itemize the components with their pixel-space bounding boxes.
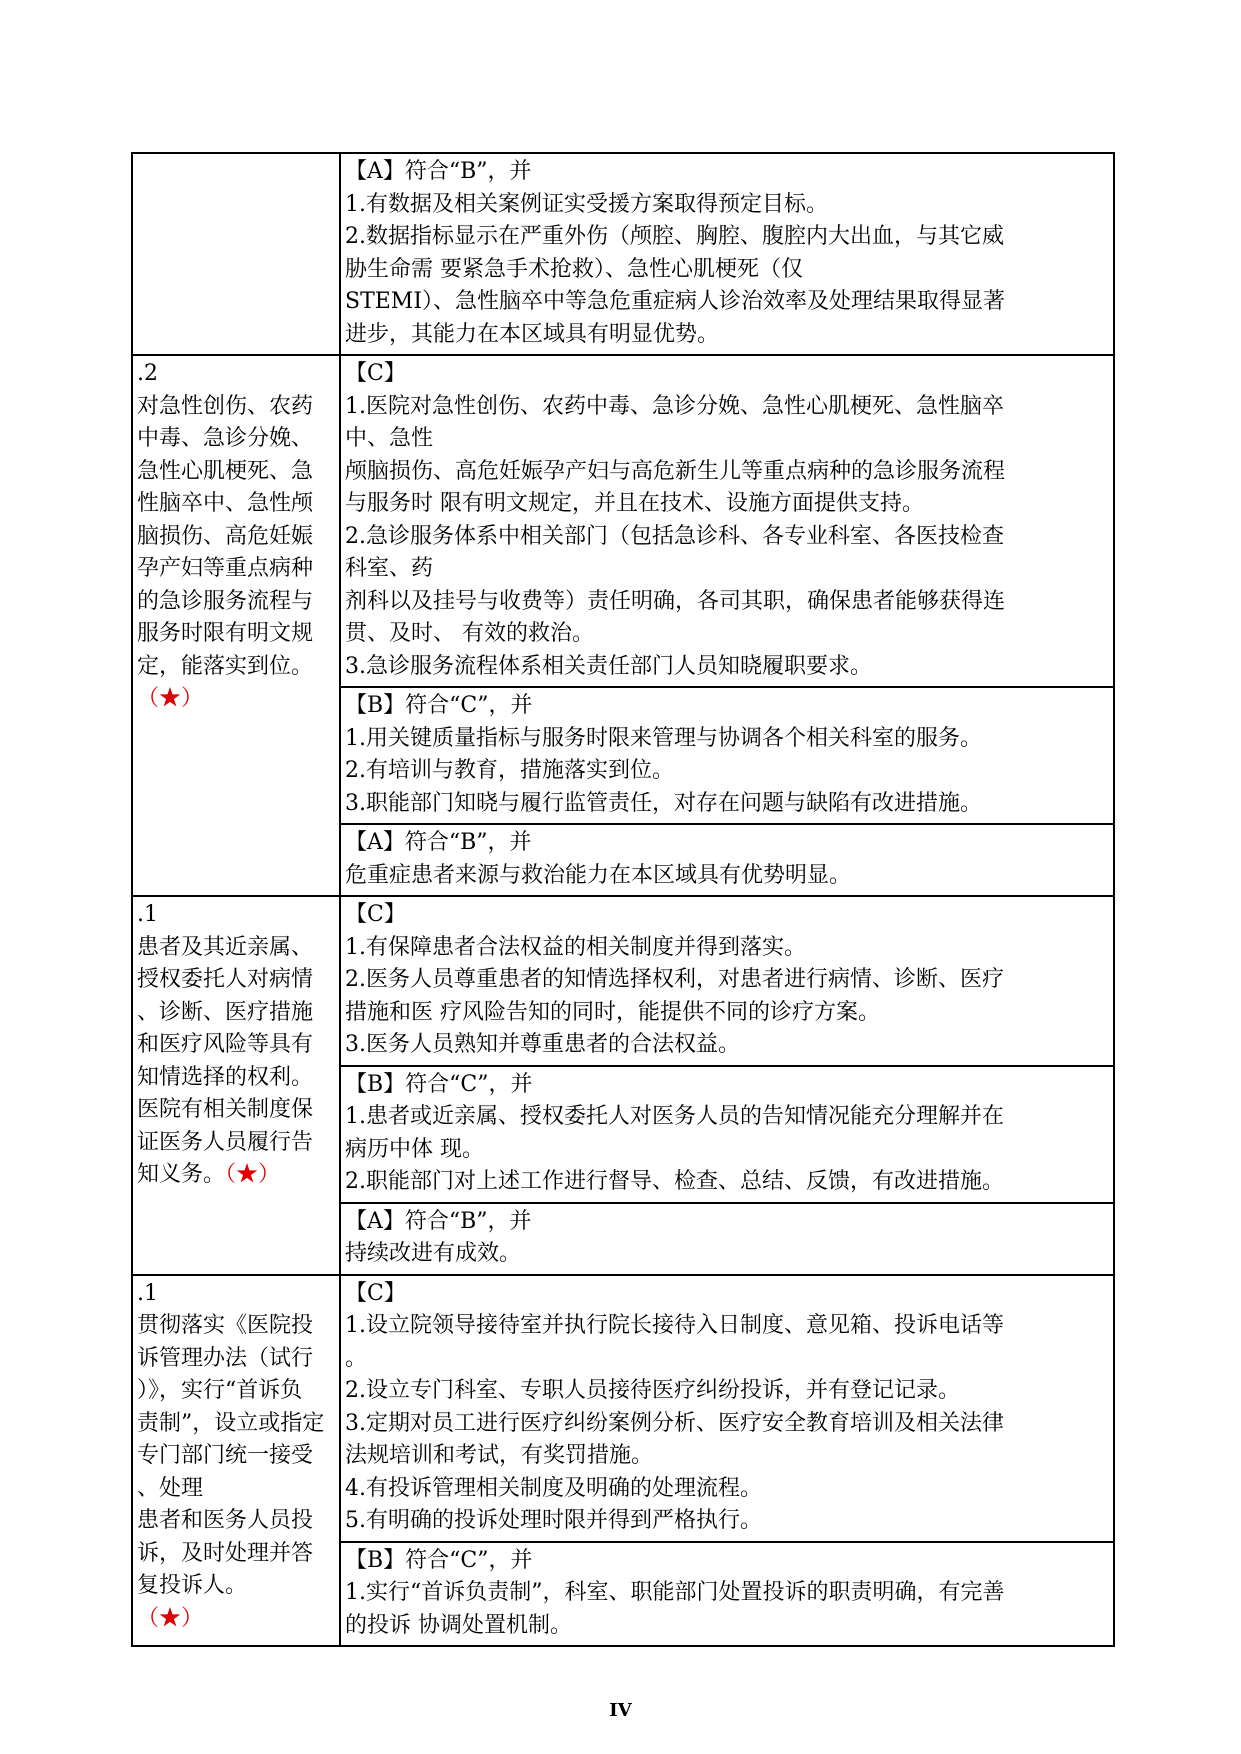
criterion-line: 1.实行“首诉负责制”，科室、职能部门处置投诉的职责明确，有完善	[345, 1580, 1005, 1605]
criterion-line: 。	[345, 1345, 368, 1371]
article-text-line: 中毒、急诊分娩、	[137, 426, 314, 451]
grade-c-block	[340, 896, 1114, 1066]
article-text-line: 医院有相关制度保	[137, 1097, 314, 1122]
grade-heading: 【A】符合“B”，并	[345, 830, 532, 855]
article-text-line	[137, 1159, 335, 1192]
article-text-line: 定，能落实到位。	[137, 653, 314, 679]
criterion-line: 4.有投诉管理相关制度及明确的处理流程。	[345, 1475, 762, 1501]
grade-heading: 【A】符合“B”，并	[345, 159, 532, 184]
article-cell	[132, 896, 340, 1275]
article-text-line: 和医疗风险等具有	[137, 1032, 314, 1057]
criterion-line: 2.急诊服务体系中相关部门（包括急诊科、各专业科室、各医技检查	[345, 523, 1004, 549]
grade-a-block	[340, 1203, 1114, 1275]
criterion-line: 5.有明确的投诉处理时限并得到严格执行。	[345, 1508, 762, 1533]
grade-a-block	[340, 153, 1114, 355]
core-star-icon: （★）	[225, 1162, 281, 1187]
criterion-line: 胁生命需 要紧急手术抢救）、急性心肌梗死（仅	[345, 256, 803, 282]
article-text-line: 孕产妇等重点病种	[137, 556, 314, 581]
criterion-line: 与服务时 限有明文规定，并且在技术、设施方面提供支持。	[345, 491, 924, 516]
grade-b-block	[340, 1542, 1114, 1647]
article-text-line: 诉管理办法（试行	[137, 1345, 314, 1371]
standards-table	[131, 152, 1115, 1647]
grade-heading: 【B】符合“C”，并	[345, 693, 533, 718]
article-text-line: 性脑卒中、急性颅	[137, 491, 314, 516]
criterion-line: 剂科以及挂号与收费等）责任明确，各司其职，确保患者能够获得连	[345, 588, 1006, 614]
article-text-line: 贯彻落实《医院投	[137, 1313, 314, 1338]
criterion-line: 措施和医 疗风险告知的同时，能提供不同的诊疗方案。	[345, 999, 880, 1025]
criterion-line: 1.医院对急性创伤、农药中毒、急诊分娩、急性心肌梗死、急性脑卒	[345, 393, 1004, 419]
article-cell	[132, 153, 340, 355]
criterion-line: 1.用关键质量指标与服务时限来管理与协调各个相关科室的服务。	[345, 725, 982, 751]
article-cell	[132, 1275, 340, 1647]
grade-c-block	[340, 1275, 1114, 1542]
criterion-line: 颅脑损伤、高危妊娠孕产妇与高危新生儿等重点病种的急诊服务流程	[345, 458, 1006, 484]
article-text-line: 的急诊服务流程与	[137, 588, 314, 614]
criterion-line: 2.有培训与教育，措施落实到位。	[345, 758, 674, 783]
article-text-line: 脑损伤、高危妊娠	[137, 523, 314, 549]
criterion-line: 1.有数据及相关案例证实受援方案取得预定目标。	[345, 191, 828, 217]
article-text-line: 责制”，设立或指定	[137, 1410, 325, 1436]
grade-c-block	[340, 355, 1114, 687]
criterion-line: 3.定期对员工进行医疗纠纷案例分析、医疗安全教育培训及相关法律	[345, 1410, 1004, 1436]
criterion-line: 3.急诊服务流程体系相关责任部门人员知晓履职要求。	[345, 653, 872, 679]
criterion-line: 法规培训和考试，有奖罚措施。	[345, 1443, 654, 1468]
article-text-line: 诉，及时处理并答	[137, 1540, 314, 1566]
article-text-line: 患者及其近亲属、	[137, 934, 314, 960]
criterion-line: 2.设立专门科室、专职人员接待医疗纠纷投诉，并有登记记录。	[345, 1378, 960, 1403]
criterion-line: 持续改进有成效。	[345, 1241, 522, 1266]
table-row	[132, 896, 1114, 1066]
table-row	[132, 153, 1114, 355]
article-text-line: 对急性创伤、农药	[137, 393, 314, 419]
grade-heading: 【A】符合“B”，并	[345, 1208, 532, 1234]
criterion-line: 3.职能部门知晓与履行监管责任，对存在问题与缺陷有改进措施。	[345, 790, 982, 816]
article-text-line: 患者和医务人员投	[137, 1508, 314, 1533]
grade-heading: 【C】	[345, 902, 406, 927]
criterion-line: 2.医务人员尊重患者的知情选择权利，对患者进行病情、诊断、医疗	[345, 967, 1004, 992]
criterion-line: 的投诉 协调处置机制。	[345, 1612, 572, 1638]
article-text-line: 授权委托人对病情	[137, 967, 314, 992]
criterion-line: 2.职能部门对上述工作进行督导、检查、总结、反馈，有改进措施。	[345, 1169, 1004, 1194]
grade-heading: 【C】	[345, 361, 406, 386]
criterion-line: 3.医务人员熟知并尊重患者的合法权益。	[345, 1032, 740, 1057]
criterion-line: 科室、药	[345, 556, 434, 581]
article-text-line: 专门部门统一接受	[137, 1443, 314, 1468]
article-cell	[132, 355, 340, 896]
grade-heading: 【B】符合“C”，并	[345, 1547, 533, 1573]
article-number: .1	[137, 902, 158, 927]
article-text-line: 复投诉人。	[137, 1573, 248, 1598]
grade-heading: 【B】符合“C”，并	[345, 1071, 533, 1097]
criterion-line: 2.数据指标显示在严重外伤（颅腔、胸腔、腹腔内大出血，与其它威	[345, 224, 1004, 249]
article-text-line: 、诊断、医疗措施	[137, 999, 314, 1025]
grade-b-block	[340, 687, 1114, 824]
criterion-line: 1.有保障患者合法权益的相关制度并得到落实。	[345, 934, 806, 960]
core-star-icon: （★）	[137, 1605, 204, 1631]
page-number: IV	[609, 1700, 632, 1721]
article-text-line: 、处理	[137, 1475, 204, 1501]
article-number: .1	[137, 1280, 158, 1306]
criterion-line: STEMI）、急性脑卒中等急危重症病人诊治效率及处理结果取得显著	[345, 289, 1006, 314]
core-star-icon: （★）	[137, 686, 204, 711]
grade-heading: 【C】	[345, 1280, 406, 1306]
table-row	[132, 1275, 1114, 1542]
criterion-line: 1.患者或近亲属、授权委托人对医务人员的告知情况能充分理解并在	[345, 1104, 1004, 1129]
article-number: .2	[137, 361, 158, 386]
criterion-line: 病历中体 现。	[345, 1136, 484, 1162]
grade-a-block	[340, 824, 1114, 896]
article-text-line: 知情选择的权利。	[137, 1064, 314, 1090]
article-text-line: 证医务人员履行告	[137, 1129, 314, 1155]
criterion-line: 中、急性	[345, 426, 434, 451]
article-text-line: 急性心肌梗死、急	[137, 458, 314, 484]
table-row	[132, 355, 1114, 687]
article-text-line: 服务时限有明文规	[137, 621, 314, 646]
criterion-line: 贯、及时、 有效的救治。	[345, 621, 594, 646]
criterion-line: 进步，其能力在本区域具有明显优势。	[345, 321, 720, 347]
grade-b-block	[340, 1066, 1114, 1203]
criterion-line: 1.设立院领导接待室并执行院长接待入日制度、意见箱、投诉电话等	[345, 1313, 1004, 1338]
article-text-line: ）》，实行“首诉负	[137, 1378, 303, 1403]
article-text-end: 知义务。	[137, 1162, 226, 1187]
criterion-line: 危重症患者来源与救治能力在本区域具有优势明显。	[345, 862, 852, 888]
